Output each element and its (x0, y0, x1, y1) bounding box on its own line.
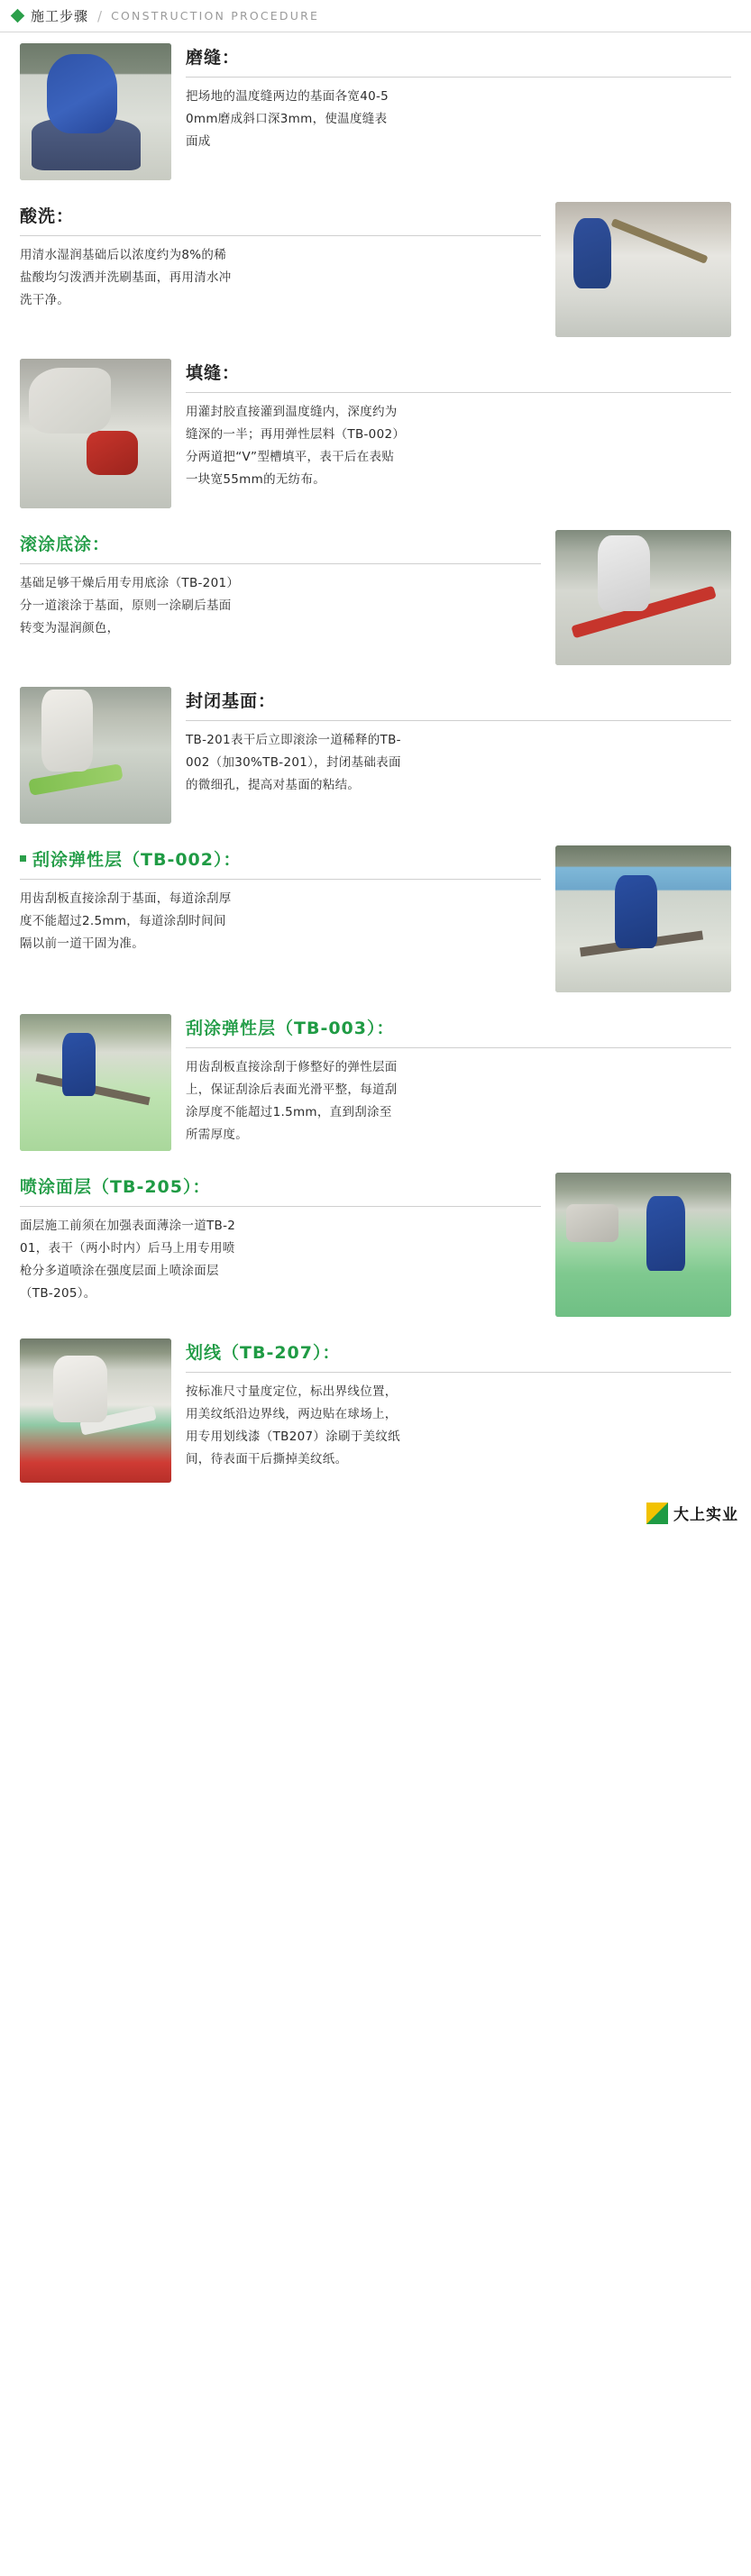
step-title-text: 刮涂弹性层（TB-002）： (32, 850, 242, 870)
step-gundudicu (0, 519, 751, 676)
step-body: 基础足够干燥后用专用底涂（TB-201）分一道滚涂于基面，原则一涂刷后基面转变为湿润颜色， (20, 575, 234, 635)
divider (20, 563, 541, 564)
divider (186, 77, 731, 78)
photo-acid-wash (555, 202, 731, 337)
step-body: 用清水湿润基础后以浓度约为8%的稀盐酸均匀泼洒并洗刷基面，再用清水冲洗干净。 (20, 247, 232, 307)
step-body: TB-201表干后立即滚涂一道稀释的TB-002（加30%TB-201），封闭基础表面的微细孔，提高对基面的粘结。 (186, 732, 401, 792)
step-text-column (186, 359, 731, 491)
brand-name: 大上实业 (673, 1506, 738, 1524)
step-title: 划线（TB-207）： (186, 1343, 341, 1363)
bullet-square-icon (20, 855, 26, 862)
divider (186, 1372, 731, 1373)
step-body: 用灌封胶直接灌到温度缝内，深度约为缝深的一半；再用弹性层料（TB-002）分两道把“V”型槽填平，表干后在表贴一块宽55mm的无纺布。 (186, 404, 399, 487)
page-footer (0, 1494, 751, 1530)
photo-line-marking (20, 1338, 171, 1483)
step-tianfeng (0, 348, 751, 519)
dashang-logo-icon (646, 1503, 668, 1524)
step-title: 滚涂底涂： (20, 534, 111, 554)
brand-logo (646, 1502, 738, 1524)
step-guatu-tb002 (0, 835, 751, 1003)
step-text-column (186, 43, 731, 153)
photo-scraping-tb003 (20, 1014, 171, 1151)
divider (186, 392, 731, 393)
step-body: 用齿刮板直接涂刮于修整好的弹性层面上，保证刮涂后表面光滑平整，每道刮涂厚度不能超过1.5mm，直到刮涂至所需厚度。 (186, 1059, 398, 1142)
step-mofeng (0, 32, 751, 191)
step-pentu-tb205 (0, 1162, 751, 1328)
step-body: 按标准尺寸量度定位，标出界线位置，用美纹纸沿边界线，两边贴在球场上，用专用划线漆（TB207）涂刷于美纹纸间，待表面干后撕掉美纹纸。 (186, 1384, 400, 1466)
step-body: 面层施工前须在加强表面薄涂一道TB-201，表干（两小时内）后马上用专用喷枪分多道喷涂在强度层面上喷涂面层（TB-205）。 (20, 1218, 236, 1301)
step-title: 填缝： (186, 363, 241, 383)
photo-sealing-base (20, 687, 171, 824)
divider (20, 235, 541, 236)
step-text-column (20, 1173, 541, 1305)
step-title (20, 849, 541, 872)
step-title: 磨缝： (186, 48, 241, 68)
photo-spraying-tb205 (555, 1173, 731, 1317)
step-title: 酸洗： (20, 206, 75, 226)
step-text-column (186, 687, 731, 797)
step-text-column (20, 845, 541, 955)
step-text-column (20, 530, 541, 640)
photo-grinding-joint (20, 43, 171, 180)
step-fengbijimian (0, 676, 751, 835)
diamond-icon (11, 9, 25, 23)
step-title: 刮涂弹性层（TB-003）： (186, 1019, 395, 1038)
divider (186, 1047, 731, 1048)
step-suanxi (0, 191, 751, 348)
step-title: 喷涂面层（TB-205）： (20, 1177, 211, 1197)
divider (20, 1206, 541, 1207)
photo-scraping-tb002 (555, 845, 731, 992)
divider (20, 879, 541, 880)
page-title: 施工步骤 (31, 8, 89, 24)
step-text-column (186, 1014, 731, 1146)
page-header (0, 0, 751, 32)
step-text-column (20, 202, 541, 312)
page-subtitle: CONSTRUCTION PROCEDURE (111, 9, 320, 23)
step-guatu-tb003 (0, 1003, 751, 1162)
photo-primer-rolling (555, 530, 731, 665)
step-body: 用齿刮板直接涂刮于基面，每道涂刮厚度不能超过2.5mm，每道涂刮时间间隔以前一道干固为准。 (20, 891, 232, 951)
step-body: 把场地的温度缝两边的基面各宽40-50mm磨成斜口深3mm，使温度缝表面成 (186, 88, 389, 149)
step-title: 封闭基面： (186, 691, 277, 711)
header-separator: / (97, 7, 103, 24)
step-text-column (186, 1338, 731, 1471)
step-huaxian-tb207 (0, 1328, 751, 1494)
divider (186, 720, 731, 721)
photo-joint-filling (20, 359, 171, 508)
